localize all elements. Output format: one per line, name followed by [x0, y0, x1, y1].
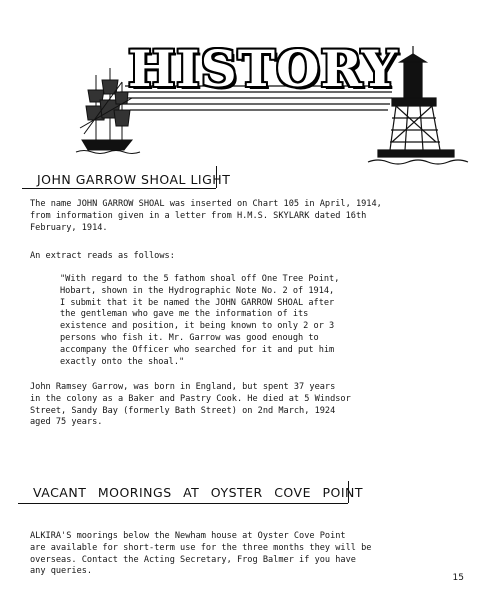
text-line: John Ramsey Garrow, was born in England, but spent 37 years — [30, 382, 336, 392]
section-heading-john-garrow-shoal: JOHN GARROW SHOAL LIGHT — [37, 172, 231, 187]
text-line: ALKIRA'S moorings below the Newham house at Oyster Cove Point — [30, 531, 346, 541]
page-number: 15 — [452, 573, 464, 583]
text-line: existence and position, it being known to only 2 or 3 — [60, 321, 335, 332]
history-banner-title: HISTORY — [128, 39, 399, 98]
text-line: are available for short-term use for the three months they will be — [30, 542, 372, 553]
text-line: Hobart, shown in the Hydrographic Note No. 2 of 1914, — [60, 285, 335, 296]
quoted-extract — [60, 274, 339, 368]
text-line: in the colony as a Baker and Pastry Cook. He died at 5 Windsor — [30, 393, 351, 404]
extract-intro — [30, 251, 175, 263]
text-line: from information given in a letter from H.M.S. SKYLARK dated 16th — [30, 210, 367, 221]
heading-side-rule — [216, 166, 217, 188]
section-heading-vacant-moorings: VACANT MOORINGS AT OYSTER COVE POINT — [33, 485, 364, 500]
text-line: any queries. — [30, 566, 93, 577]
intro-paragraph — [30, 199, 382, 234]
heading-underline — [18, 503, 348, 504]
text-line: the gentleman who gave me the information of its — [60, 309, 309, 320]
text-line: "With regard to the 5 fathom shoal off One Tree Point, — [60, 274, 340, 284]
text-line: An extract reads as follows: — [30, 251, 175, 261]
moorings-paragraph — [30, 531, 371, 578]
text-line: accompany the Officer who searched for it and put him — [60, 344, 335, 355]
text-line: persons who fish it. Mr. Garrow was good enough to — [60, 332, 319, 343]
heading-underline — [22, 188, 216, 189]
text-line: I submit that it be named the JOHN GARROW SHOAL after — [60, 297, 335, 308]
text-line: aged 75 years. — [30, 417, 103, 428]
text-line: Street, Sandy Bay (formerly Bath Street) on 2nd March, 1924 — [30, 405, 336, 416]
heading-side-rule — [348, 481, 349, 503]
text-line: The name JOHN GARROW SHOAL was inserted on Chart 105 in April, 1914, — [30, 199, 382, 209]
biography-paragraph — [30, 382, 351, 429]
text-line: overseas. Contact the Acting Secretary, Frog Balmer if you have — [30, 554, 356, 565]
text-line: exactly onto the shoal." — [60, 356, 185, 367]
text-line: February, 1914. — [30, 222, 108, 233]
